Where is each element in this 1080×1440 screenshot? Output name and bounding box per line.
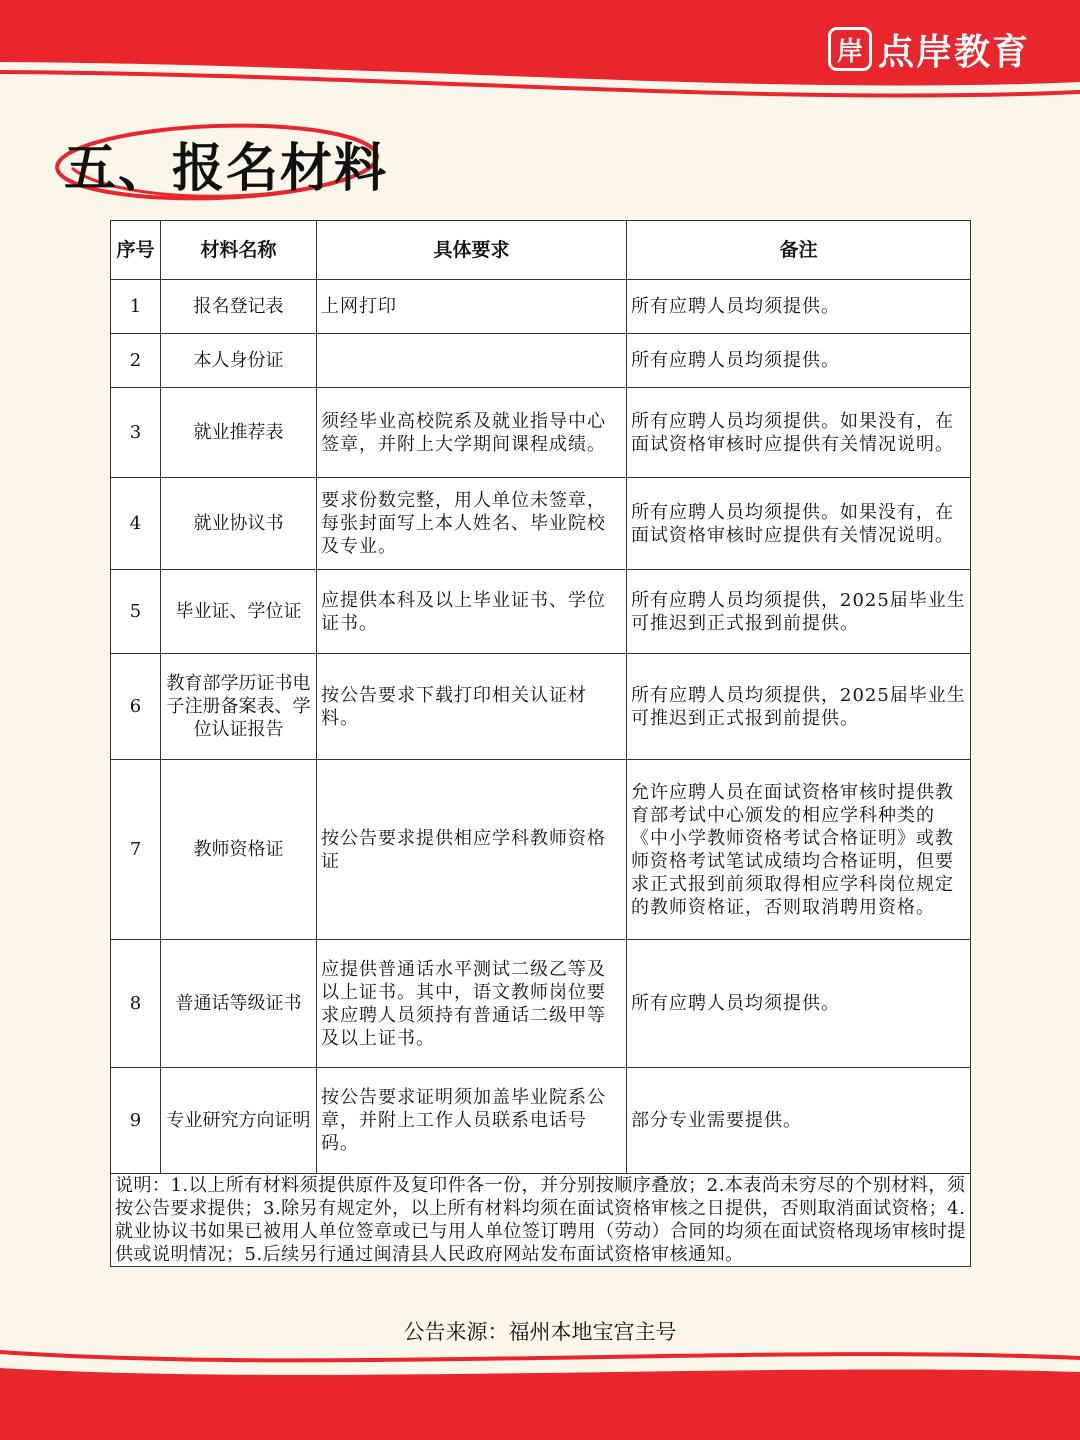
row-note: 所有应聘人员均须提供。如果没有，在面试资格审核时应提供有关情况说明。 (627, 478, 971, 570)
row-name: 普通话等级证书 (161, 940, 317, 1068)
row-name: 专业研究方向证明 (161, 1068, 317, 1174)
row-requirement: 上网打印 (317, 280, 627, 334)
row-name: 教师资格证 (161, 760, 317, 940)
table-footnote: 说明：1.以上所有材料须提供原件及复印件各一份，并分别按顺序叠放；2.本表尚未穷尽的个别材料，须按公告要求提供；3.除另有规定外，以上所有材料均须在面试资格审核之日提供，否则取消面试资格；4.就业协议书如果已被用人单位签章或已与用人单位签订聘用（劳动）合同的均须在面试资格现场审核时提供或说明情况；5.后续另行通过闽清县人民政府网站发布面试资格审核通知。 (111, 1174, 971, 1267)
section-heading: 五、报名材料 (64, 139, 389, 199)
header-no: 序号 (111, 221, 161, 280)
table-header-row (111, 221, 971, 280)
row-requirement: 应提供本科及以上毕业证书、学位证书。 (317, 570, 627, 654)
row-no: 4 (111, 478, 161, 570)
row-no: 3 (111, 388, 161, 478)
row-requirement: 要求份数完整，用人单位未签章，每张封面写上本人姓名、毕业院校及专业。 (317, 478, 627, 570)
row-no: 1 (111, 280, 161, 334)
row-requirement: 按公告要求证明须加盖毕业院系公章，并附上工作人员联系电话号码。 (317, 1068, 627, 1174)
header-requirement: 具体要求 (317, 221, 627, 280)
row-no: 9 (111, 1068, 161, 1174)
row-no: 6 (111, 654, 161, 760)
table-row (111, 760, 971, 940)
table-row (111, 388, 971, 478)
table-row (111, 280, 971, 334)
row-note: 所有应聘人员均须提供。 (627, 334, 971, 388)
row-no: 2 (111, 334, 161, 388)
row-name: 报名登记表 (161, 280, 317, 334)
table-row (111, 478, 971, 570)
table-row (111, 570, 971, 654)
row-note: 部分专业需要提供。 (627, 1068, 971, 1174)
materials-table (110, 220, 971, 1267)
row-requirement: 按公告要求提供相应学科教师资格证 (317, 760, 627, 940)
brand-logo (828, 26, 1030, 72)
row-no: 7 (111, 760, 161, 940)
row-name: 就业协议书 (161, 478, 317, 570)
source-note: 公告来源：福州本地宝宫主号 (403, 1320, 677, 1344)
row-note: 所有应聘人员均须提供，2025届毕业生可推迟到正式报到前提供。 (627, 570, 971, 654)
row-requirement: 按公告要求下载打印相关认证材料。 (317, 654, 627, 760)
row-note: 所有应聘人员均须提供，2025届毕业生可推迟到正式报到前提供。 (627, 654, 971, 760)
table-row (111, 940, 971, 1068)
row-no: 8 (111, 940, 161, 1068)
row-name: 就业推荐表 (161, 388, 317, 478)
table-row (111, 1068, 971, 1174)
table-row (111, 654, 971, 760)
row-name: 教育部学历证书电子注册备案表、学位认证报告 (161, 654, 317, 760)
row-name: 毕业证、学位证 (161, 570, 317, 654)
row-requirement: 须经毕业高校院系及就业指导中心签章，并附上大学期间课程成绩。 (317, 388, 627, 478)
row-name: 本人身份证 (161, 334, 317, 388)
table-row (111, 334, 971, 388)
header-note: 备注 (627, 221, 971, 280)
brand-name: 点岸教育 (878, 31, 1031, 73)
header-name: 材料名称 (161, 221, 317, 280)
section-heading-block (52, 118, 392, 208)
row-requirement: 应提供普通话水平测试二级乙等及以上证书。其中，语文教师岗位要求应聘人员须持有普通话二级甲等及以上证书。 (317, 940, 627, 1068)
row-note: 所有应聘人员均须提供。如果没有，在面试资格审核时应提供有关情况说明。 (627, 388, 971, 478)
row-note: 所有应聘人员均须提供。 (627, 280, 971, 334)
footer-banner (0, 1340, 1080, 1440)
brand-mark-icon: 岸 (828, 27, 872, 71)
row-note: 所有应聘人员均须提供。 (627, 940, 971, 1068)
row-no: 5 (111, 570, 161, 654)
row-note: 允许应聘人员在面试资格审核时提供教育部考试中心颁发的相应学科种类的《中小学教师资格考试合格证明》或教师资格考试笔试成绩均合格证明，但要求正式报到前须取得相应学科岗位规定的教师资格证，否则取消聘用资格。 (627, 760, 971, 940)
row-requirement (317, 334, 627, 388)
table-footnote-row (111, 1174, 971, 1267)
